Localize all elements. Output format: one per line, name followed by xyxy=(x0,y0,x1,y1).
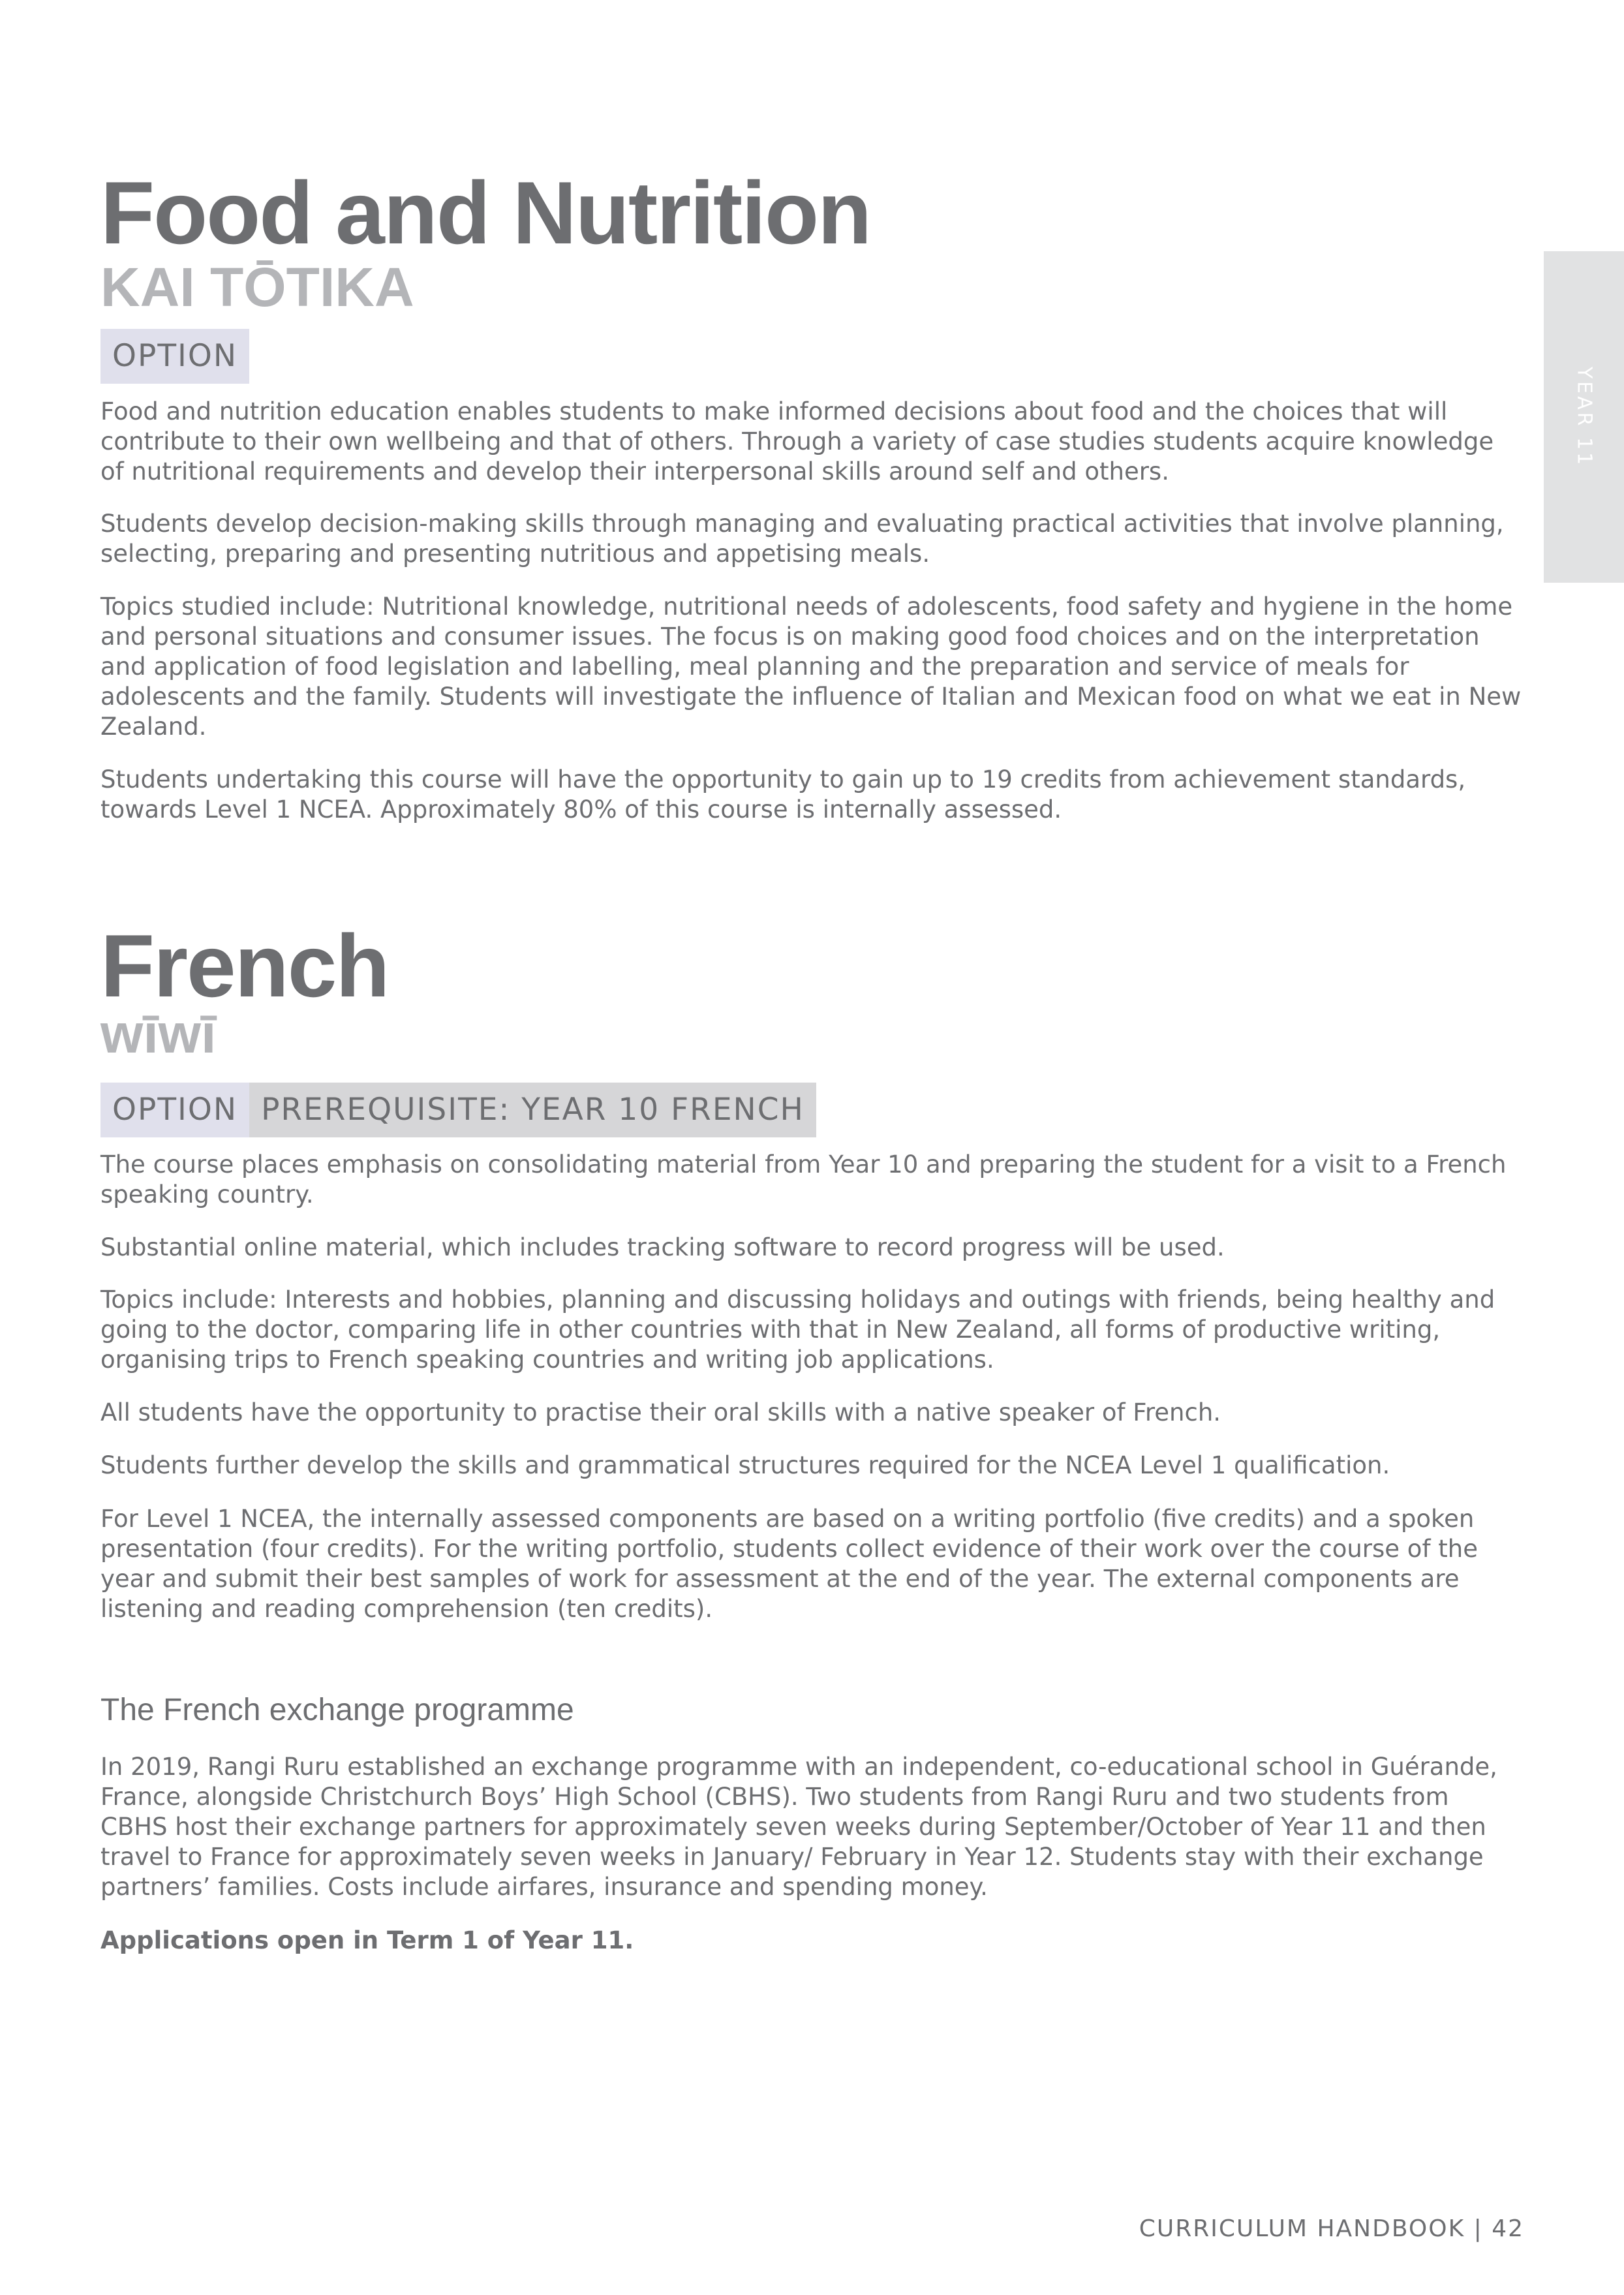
french-paragraph: Substantial online material, which includes tracking software to record progress will be used. xyxy=(100,1233,1225,1261)
option-tag: OPTION xyxy=(100,329,249,384)
french-paragraph: Students further develop the skills and grammatical structures required for the NCEA Level 1 qualification. xyxy=(100,1451,1390,1479)
option-tag: OPTION xyxy=(100,1083,249,1137)
year-side-tab-label: YEAR 11 xyxy=(1572,366,1595,468)
food-paragraph: Students undertaking this course will have the opportunity to gain up to 19 credits from achievement standards, towards Level 1 NCEA. Approximately 80% of this course is internally assessed. xyxy=(100,765,1466,824)
french-paragraph: Topics include: Interests and hobbies, planning and discussing holidays and outings with friends, being healthy and going to the doctor, comparing life in other countries with that in New Zealand, all forms of productive writing, organising trips to French speaking countries and writing job applications. xyxy=(100,1286,1495,1374)
food-paragraph: Topics studied include: Nutritional knowledge, nutritional needs of adolescents, food safety and hygiene in the home and personal situations and consumer issues. The focus is on making good food choices and on the interpretation and application of food legislation and labelling, meal planning and the preparation and service of meals for adolescents and the family. Students will investigate the influence of Italian and Mexican food on what we eat in New Zealand. xyxy=(100,593,1522,741)
french-tags xyxy=(100,1083,816,1137)
exchange-note: Applications open in Term 1 of Year 11. xyxy=(100,1926,634,1954)
exchange-heading: The French exchange programme xyxy=(100,1693,574,1727)
food-subtitle: KAI TŌTIKA xyxy=(100,256,414,318)
french-paragraph: For Level 1 NCEA, the internally assessed components are based on a writing portfolio (five credits) and a spoken presentation (four credits). For the writing portfolio, students collect evidence of their work over the course of the year and submit their best samples of work for assessment at the end of the year. The external components are listening and reading comprehension (ten credits). xyxy=(100,1505,1478,1623)
food-paragraph: Students develop decision-making skills through managing and evaluating practical activities that involve planning, selecting, preparing and presenting nutritious and appetising meals. xyxy=(100,510,1504,568)
food-tags xyxy=(100,329,249,384)
french-paragraph: All students have the opportunity to practise their oral skills with a native speaker of French. xyxy=(100,1398,1221,1426)
food-paragraph: Food and nutrition education enables students to make informed decisions about food and the choices that will contribute to their own wellbeing and that of others. Through a variety of case studies students acquire knowledge of nutritional requirements and develop their interpersonal skills around self and others. xyxy=(100,397,1494,485)
exchange-paragraph: In 2019, Rangi Ruru established an exchange programme with an independent, co-educational school in Guérande, France, alongside Christchurch Boys’ High School (CBHS). Two students from Rangi Ruru and two students from CBHS host their exchange partners for approximately seven weeks during September/October of Year 11 and then travel to France for approximately seven weeks in January/ February in Year 12. Students stay with their exchange partners’ families. Costs include airfares, insurance and spending money. xyxy=(100,1753,1497,1901)
french-paragraph: The course places emphasis on consolidating material from Year 10 and preparing the student for a visit to a French speaking country. xyxy=(100,1150,1507,1209)
year-side-tab xyxy=(1544,251,1624,583)
french-subtitle: wīwī xyxy=(100,1003,217,1064)
french-title: French xyxy=(100,916,389,1015)
food-title: Food and Nutrition xyxy=(100,163,871,262)
prerequisite-tag: PREREQUISITE: YEAR 10 FRENCH xyxy=(249,1083,816,1137)
page-footer: CURRICULUM HANDBOOK | 42 xyxy=(1139,2215,1524,2242)
